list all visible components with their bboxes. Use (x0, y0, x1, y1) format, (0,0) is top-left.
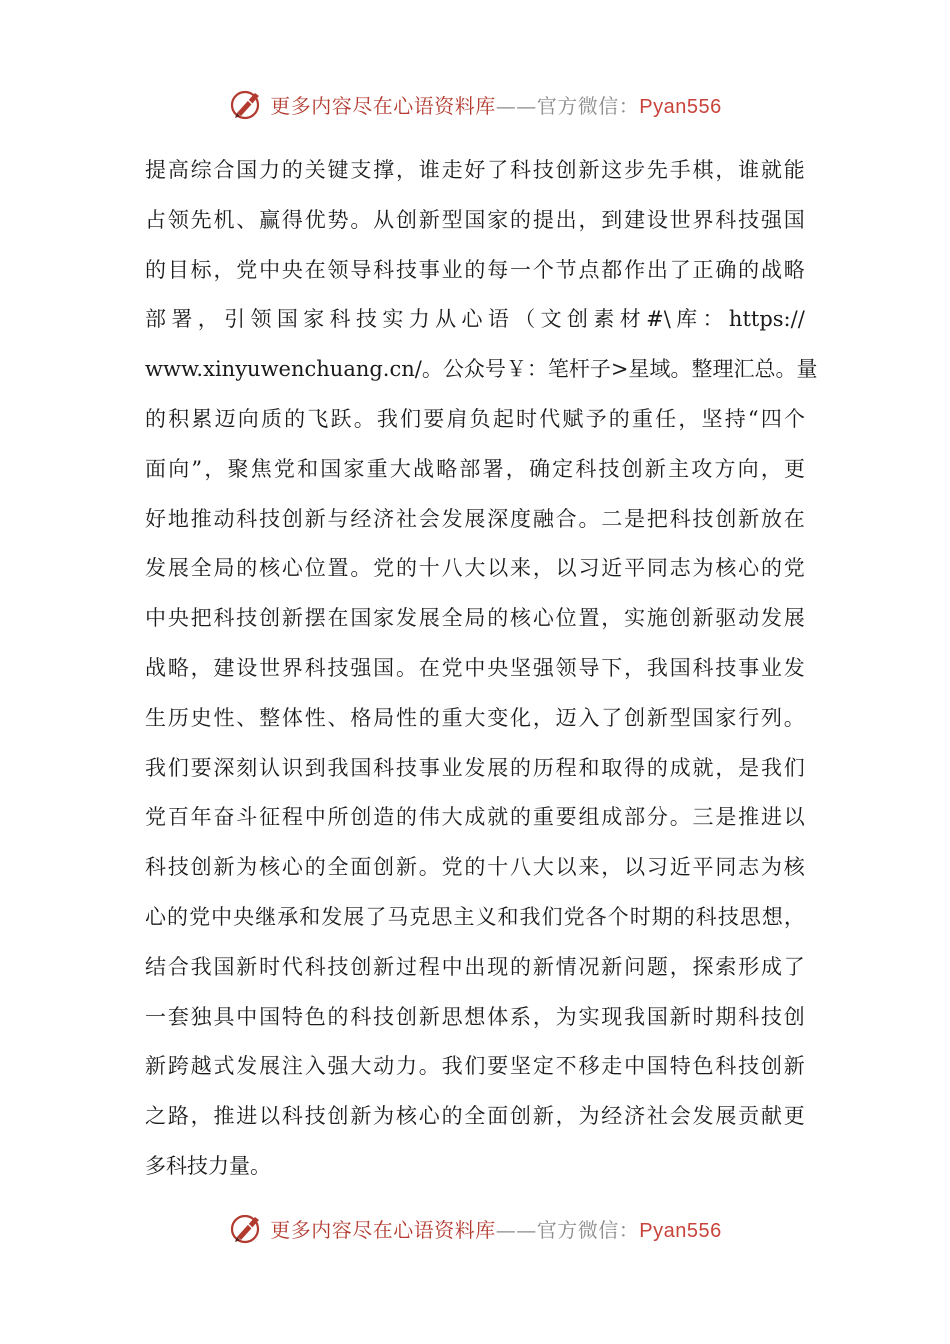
body-line: 科 技 创 新 为 核 心 的 全 面 创 新 。 党 的 十 八 大 以 来 ， 以 习 近 平 同 志 为 核 (145, 855, 805, 880)
body-line: 面 向 ” ， 聚 焦 党 和 国 家 重 大 战 略 部 署 ， 确 定 科 技 创 新 主 攻 方 向 ， 更 (145, 456, 805, 481)
footer-banner-label: 官方微信： (536, 1217, 640, 1242)
body-line: 战 略 ， 建 设 世 界 科 技 强 国 。 在 党 中 央 坚 强 领 导 下 ， 我 国 科 技 事 业 发 (145, 655, 805, 680)
body-line: 的 积 累 迈 向 质 的 飞 跃 。 我 们 要 肩 负 起 时 代 赋 予 的 重 任 ， 坚 持 “ 四 个 (145, 406, 805, 431)
body-line: 的 目 标 ， 党 中 央 在 领 导 科 技 事 业 的 每 一 个 节 点 都 作 出 了 正 确 的 战 略 (145, 257, 805, 282)
body-line: 之 路 ， 推 进 以 科 技 创 新 为 核 心 的 全 面 创 新 ， 为 经 济 社 会 发 展 贡 献 更 (145, 1104, 805, 1129)
body-line: 党 百 年 奋 斗 征 程 中 所 创 造 的 伟 大 成 就 的 重 要 组 成 部 分 。 三 是 推 进 以 (145, 805, 805, 830)
body-line: 占 领 先 机 、 赢 得 优 势 。 从 创 新 型 国 家 的 提 出 ， 到 建 设 世 界 科 技 强 国 (145, 207, 805, 232)
header-banner-label: 官方微信： (536, 93, 640, 118)
body-line: 生 历 史 性 、 整 体 性 、 格 局 性 的 重 大 变 化 ， 迈 入 了 创 新 型 国 家 行 列 。 (145, 705, 805, 730)
body-line: 心 的 党 中 央 继 承 和 发 展 了 马 克 思 主 义 和 我 们 党 各 个 时 期 的 科 技 思 想 ， (145, 904, 805, 929)
body-line: 我 们 要 深 刻 认 识 到 我 国 科 技 事 业 发 展 的 历 程 和 取 得 的 成 就 ， 是 我 们 (145, 755, 805, 780)
footer-banner-title: 更多内容尽在心语资料库 (270, 1217, 496, 1242)
pen-logo-icon (228, 1210, 264, 1246)
body-line: 好 地 推 动 科 技 创 新 与 经 济 社 会 发 展 深 度 融 合 。 二 是 把 科 技 创 新 放 在 (145, 506, 805, 531)
footer-banner-wechat-id: Pyan556 (639, 1219, 722, 1242)
header-banner-title: 更多内容尽在心语资料库 (270, 93, 496, 118)
body-line: 多科技力量。 (145, 1153, 271, 1178)
footer-banner (0, 1208, 950, 1248)
pen-logo-icon (228, 86, 264, 122)
document-body (145, 146, 818, 1192)
body-line: 提 高 综 合 国 力 的 关 键 支 撑 ， 谁 走 好 了 科 技 创 新 这 步 先 手 棋 ， 谁 就 能 (145, 158, 805, 182)
header-banner-dash: —— (495, 93, 537, 118)
body-line: 发 展 全 局 的 核 心 位 置 。 党 的 十 八 大 以 来 ， 以 习 近 平 同 志 为 核 心 的 党 (145, 556, 805, 581)
body-line: 一 套 独 具 中 国 特 色 的 科 技 创 新 思 想 体 系 ， 为 实 现 我 国 新 时 期 科 技 创 (145, 1004, 805, 1029)
body-line: www.xinyuwenchuang.cn/ 。 公 众 号 ￥ ： 笔 杆 子 > 星 域 。 整 理 汇 总 。 量 (145, 357, 818, 382)
header-banner-wechat-id: Pyan556 (639, 95, 722, 118)
footer-banner-text (270, 1214, 721, 1243)
body-line: 部 署 ， 引 领 国 家 科 技 实 力 从 心 语 （ 文 创 素 材 #\ 库 ： https:// (145, 307, 805, 332)
footer-banner-dash: —— (495, 1217, 537, 1242)
body-line: 结 合 我 国 新 时 代 科 技 创 新 过 程 中 出 现 的 新 情 况 新 问 题 ， 探 索 形 成 了 (145, 954, 805, 979)
header-banner (0, 84, 950, 124)
header-banner-text (270, 90, 721, 119)
body-line: 新 跨 越 式 发 展 注 入 强 大 动 力 。 我 们 要 坚 定 不 移 走 中 国 特 色 科 技 创 新 (145, 1054, 805, 1079)
body-line: 中 央 把 科 技 创 新 摆 在 国 家 发 展 全 局 的 核 心 位 置 ， 实 施 创 新 驱 动 发 展 (145, 606, 805, 631)
